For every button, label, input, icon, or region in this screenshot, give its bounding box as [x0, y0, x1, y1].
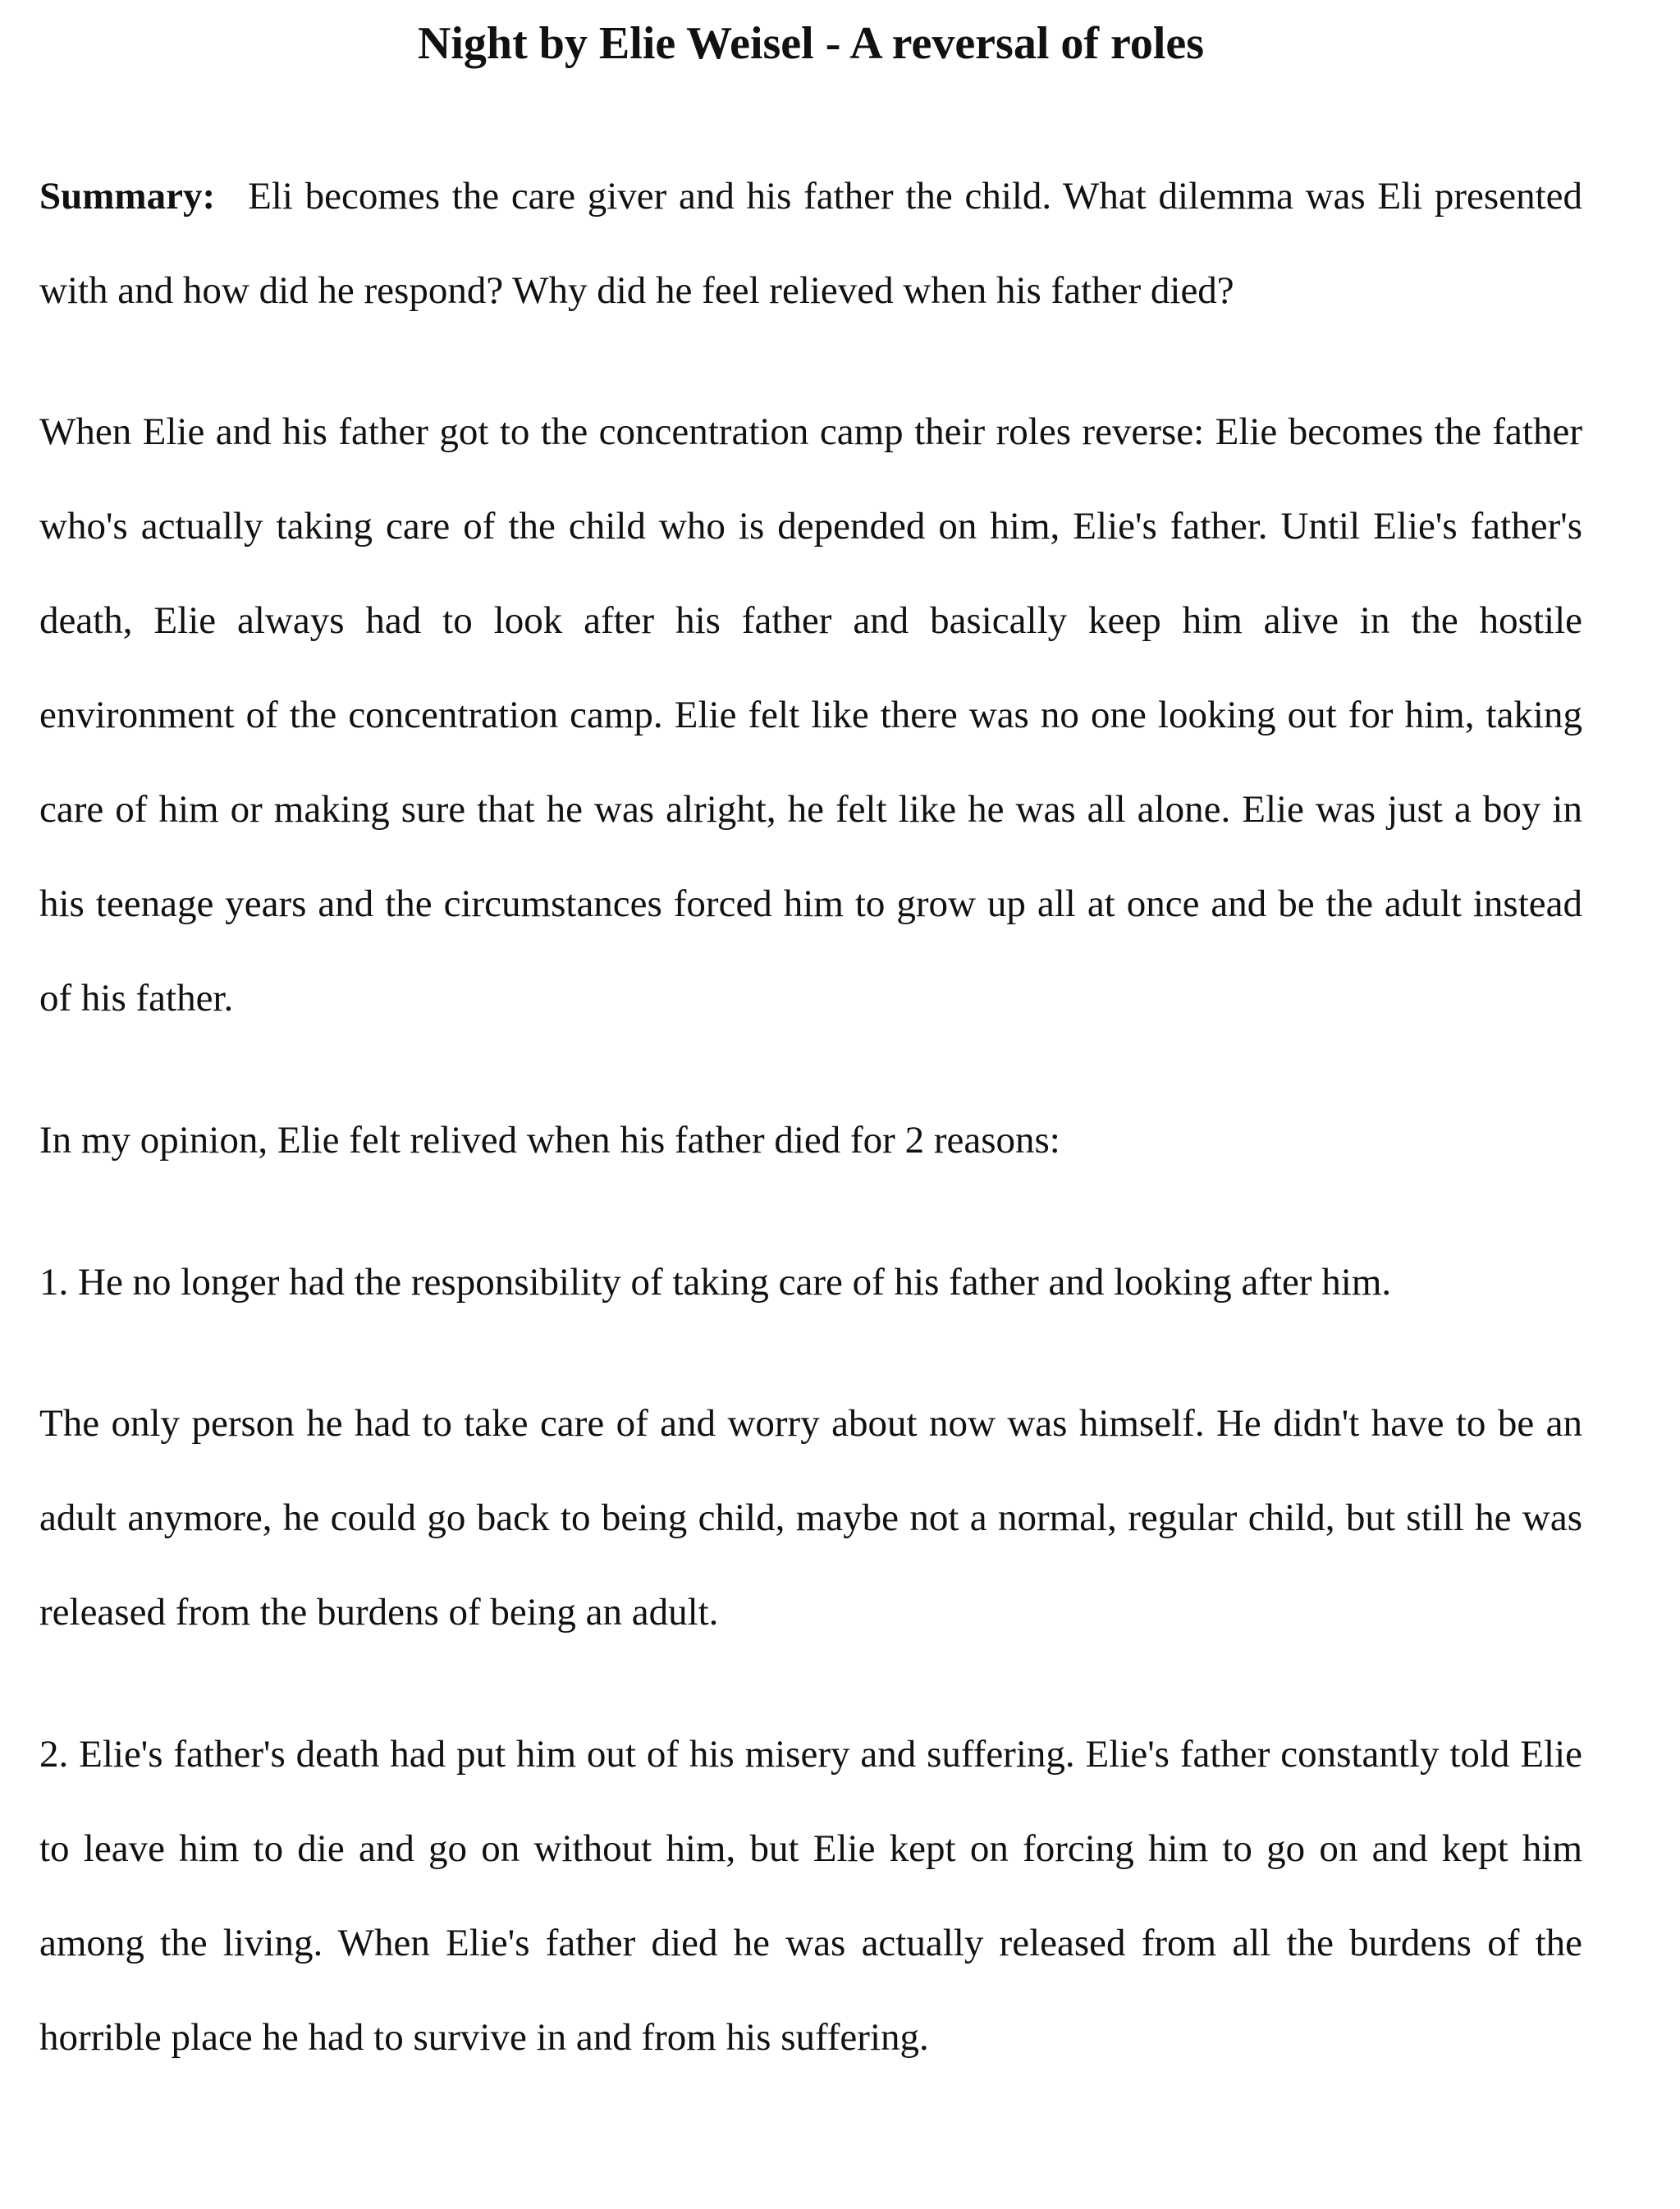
document-title: Night by Elie Weisel - A reversal of roles — [417, 18, 1205, 69]
summary-paragraph — [39, 149, 1582, 338]
summary-text: Eli becomes the care giver and his father the child. What dilemma was Eli presented with and how did he respond? Why did he feel relieved when his father died? — [39, 175, 1582, 312]
summary-label: Summary: — [39, 175, 216, 218]
reason-one-detail-paragraph: The only person he had to take care of and worry about now was himself. He didn't have to be an adult anymore, he could go back to being child, maybe not a normal, regular child, but still he was released from the burdens of being an adult. — [39, 1402, 1582, 1634]
reason-one-paragraph: 1. He no longer had the responsibility of taking care of his father and looking after him. — [39, 1261, 1392, 1304]
reason-two-paragraph: 2. Elie's father's death had put him out of his misery and suffering. Elie's father constantly told Elie to leave him to die and go on without him, but Elie kept on forcing him to go on and kept him among the living. When Elie's father died he was actually released from all the burdens of the horrible place he had to survive in and from his suffering. — [39, 1733, 1582, 2059]
opinion-paragraph: In my opinion, Elie felt relived when his father died for 2 reasons: — [39, 1119, 1060, 1162]
intro-paragraph: When Elie and his father got to the concentration camp their roles reverse: Elie becomes the father who's actually taking care of the child who is depended on him, Elie's father. Until Elie's father's death, Elie always had to look after his father and basically keep him alive in the hostile environment of the concentration camp. Elie felt like there was no one looking out for him, taking care of him or making sure that he was alright, he felt like he was all alone. Elie was just a boy in his teenage years and the circumstances forced him to grow up all at once and be the adult instead of his father. — [39, 410, 1582, 1020]
